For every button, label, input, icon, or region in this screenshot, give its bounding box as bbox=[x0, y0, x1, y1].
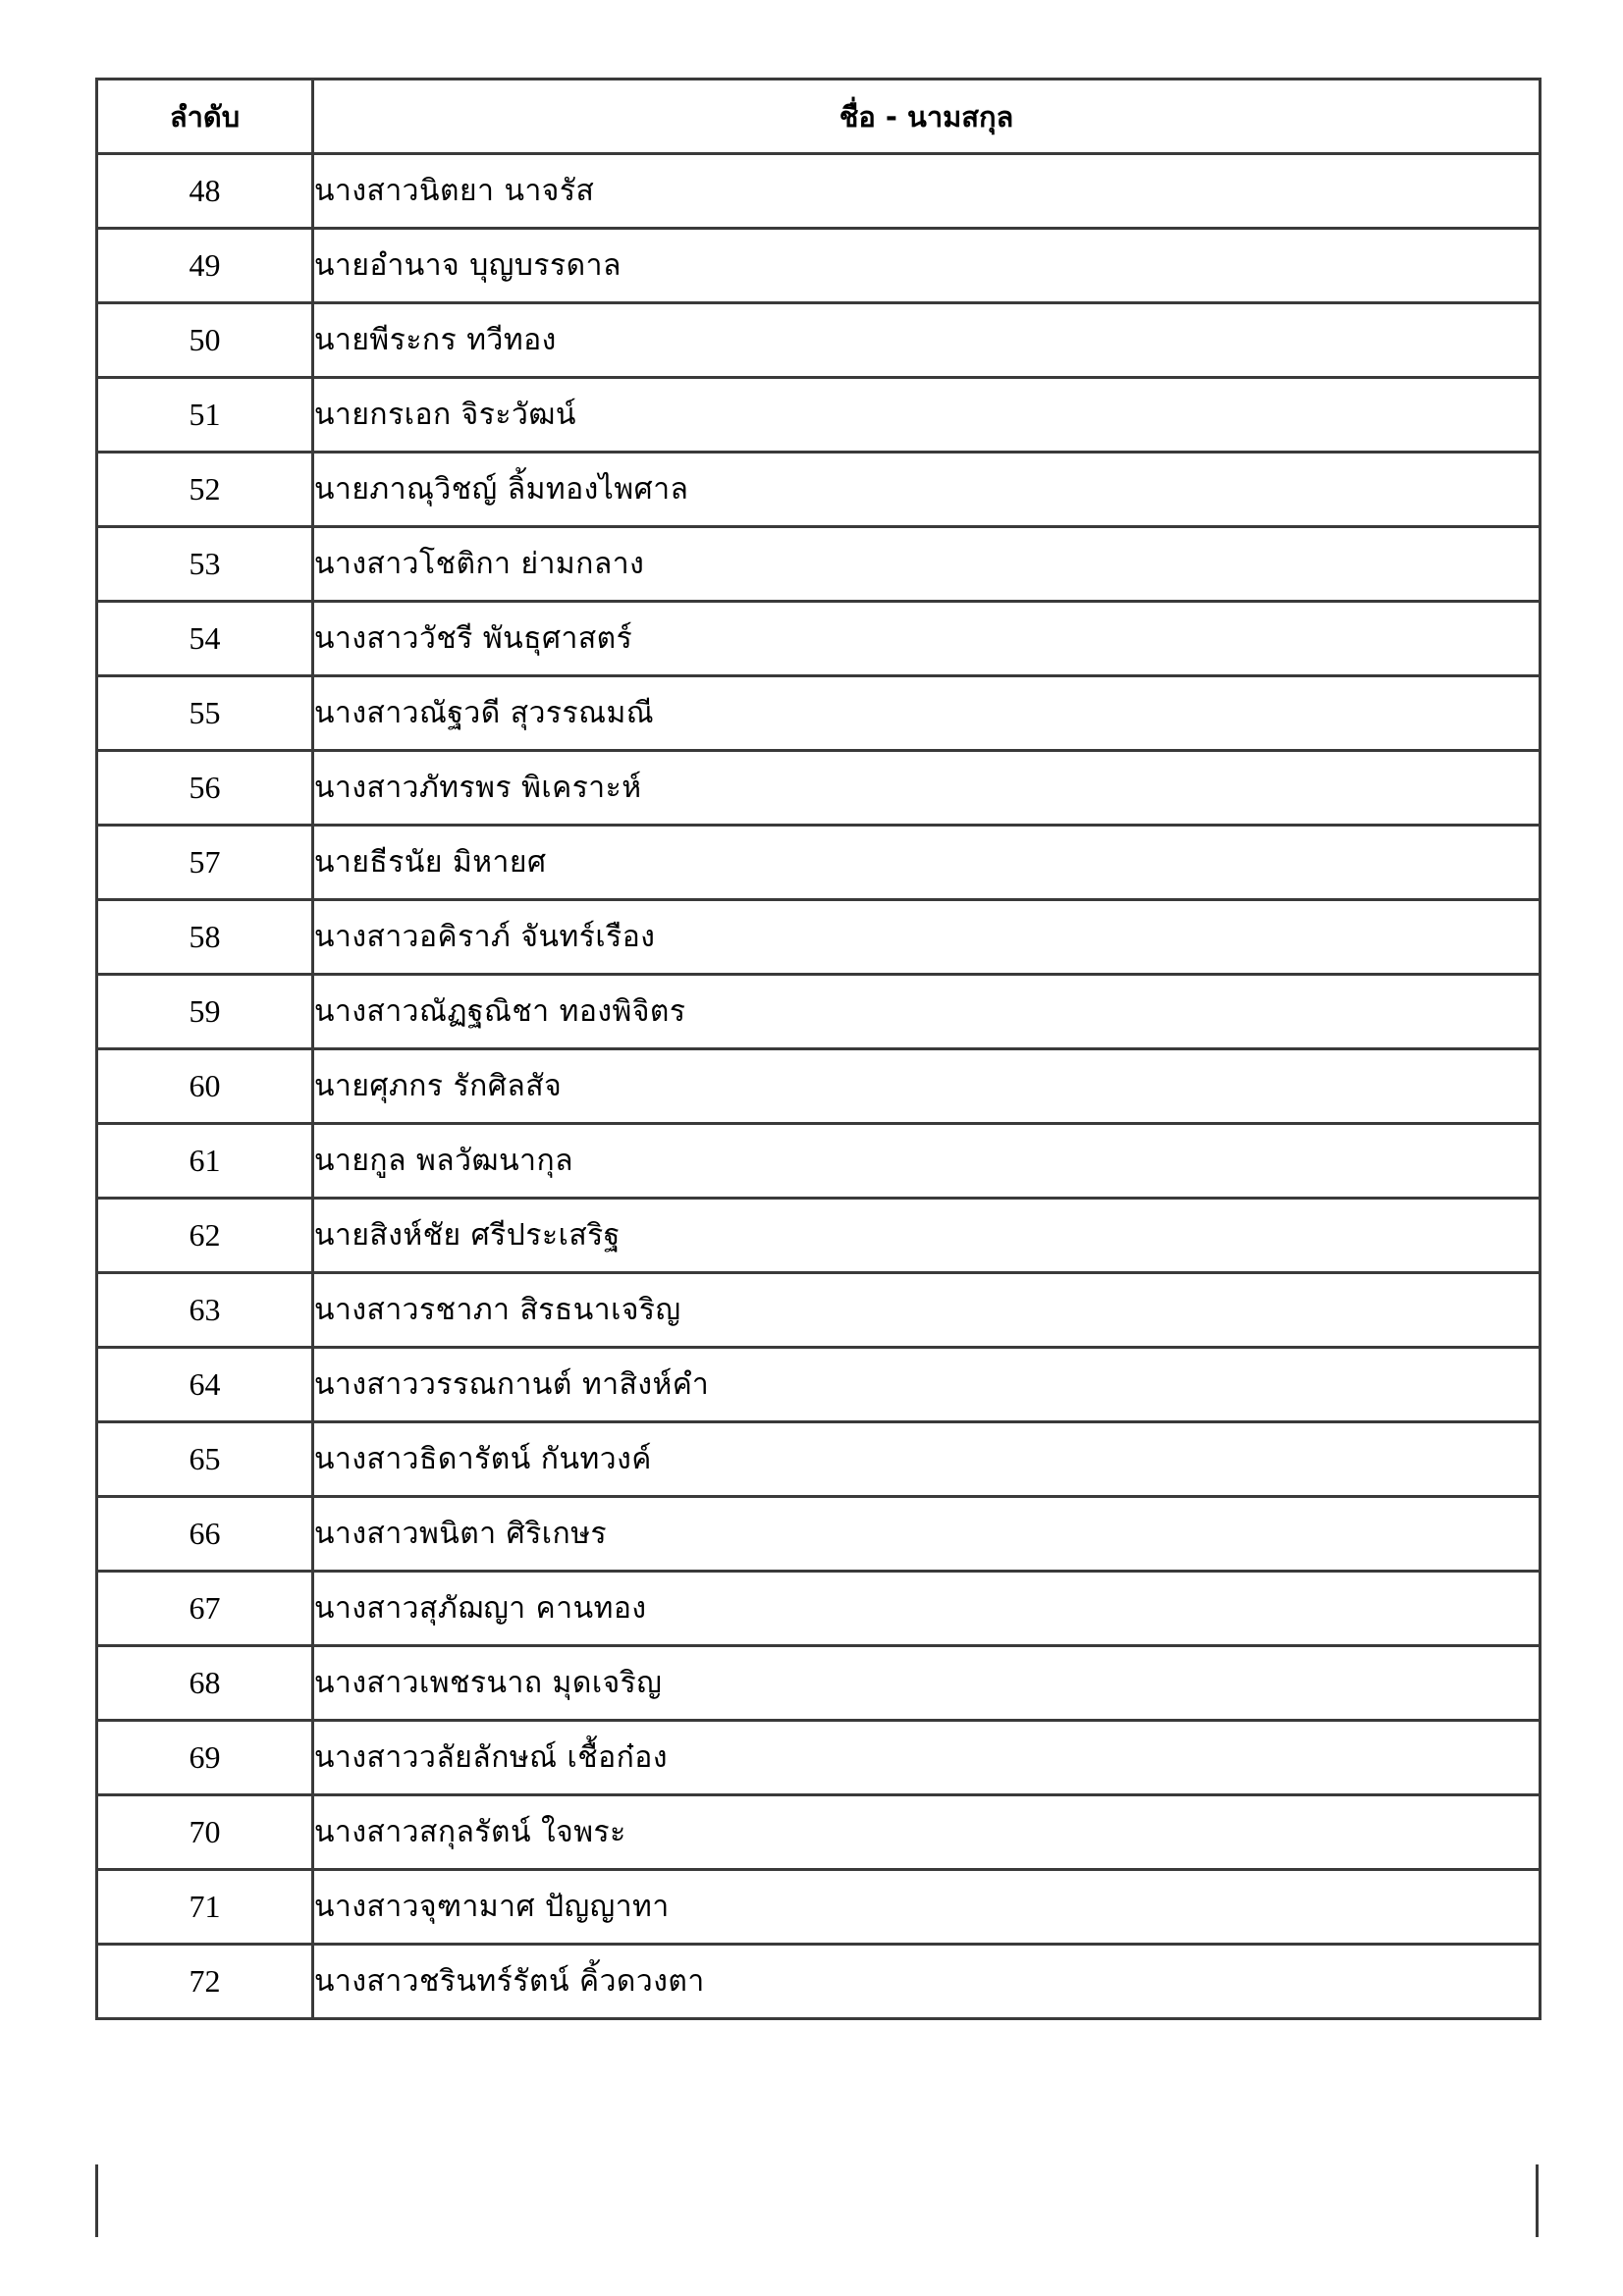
table-row bbox=[97, 303, 1541, 378]
table-row bbox=[97, 1348, 1541, 1422]
column-header-name: ชื่อ - นามสกุล bbox=[313, 80, 1541, 154]
row-full-name: นางสาววรรณกานต์ ทาสิงห์คำ bbox=[313, 1348, 1541, 1422]
row-number: 53 bbox=[97, 527, 313, 602]
row-full-name: นางสาวจุฑามาศ ปัญญาทา bbox=[313, 1870, 1541, 1945]
row-full-name: นางสาวสุภัฌญา คานทอง bbox=[313, 1572, 1541, 1646]
row-number: 61 bbox=[97, 1124, 313, 1199]
row-number: 58 bbox=[97, 900, 313, 975]
table-continuation-left-border bbox=[95, 2164, 98, 2237]
row-number: 65 bbox=[97, 1422, 313, 1497]
table-row bbox=[97, 527, 1541, 602]
row-number: 55 bbox=[97, 676, 313, 751]
row-number: 51 bbox=[97, 378, 313, 453]
table-row bbox=[97, 1945, 1541, 2019]
row-full-name: นายภาณุวิชญ์ ลิ้มทองไพศาล bbox=[313, 453, 1541, 527]
table-row bbox=[97, 229, 1541, 303]
row-number: 49 bbox=[97, 229, 313, 303]
row-full-name: นายสิงห์ชัย ศรีประเสริฐ bbox=[313, 1199, 1541, 1273]
row-number: 69 bbox=[97, 1721, 313, 1795]
row-number: 68 bbox=[97, 1646, 313, 1721]
table-row bbox=[97, 900, 1541, 975]
row-number: 60 bbox=[97, 1049, 313, 1124]
row-full-name: นายธีรนัย มิหายศ bbox=[313, 826, 1541, 900]
row-full-name: นางสาวณัฏฐณิชา ทองพิจิตร bbox=[313, 975, 1541, 1049]
row-number: 56 bbox=[97, 751, 313, 826]
table-continuation-right-border bbox=[1536, 2164, 1539, 2237]
row-full-name: นายศุภกร รักศิลสัจ bbox=[313, 1049, 1541, 1124]
table-header-row bbox=[97, 80, 1541, 154]
row-number: 62 bbox=[97, 1199, 313, 1273]
row-full-name: นางสาวรชาภา สิรธนาเจริญ bbox=[313, 1273, 1541, 1348]
table-row bbox=[97, 1199, 1541, 1273]
row-number: 52 bbox=[97, 453, 313, 527]
table-row bbox=[97, 1721, 1541, 1795]
table-row bbox=[97, 1795, 1541, 1870]
row-number: 48 bbox=[97, 154, 313, 229]
row-full-name: นางสาวณัฐวดี สุวรรณมณี bbox=[313, 676, 1541, 751]
row-number: 59 bbox=[97, 975, 313, 1049]
table-row bbox=[97, 1422, 1541, 1497]
table-row bbox=[97, 751, 1541, 826]
row-number: 63 bbox=[97, 1273, 313, 1348]
row-full-name: นายกูล พลวัฒนากุล bbox=[313, 1124, 1541, 1199]
row-number: 54 bbox=[97, 602, 313, 676]
row-full-name: นายกรเอก จิระวัฒน์ bbox=[313, 378, 1541, 453]
table-row bbox=[97, 1870, 1541, 1945]
column-header-number: ลำดับ bbox=[97, 80, 313, 154]
table-row bbox=[97, 1124, 1541, 1199]
row-full-name: นางสาวภัทรพร พิเคราะห์ bbox=[313, 751, 1541, 826]
name-roster-table bbox=[95, 78, 1542, 2020]
row-full-name: นายอำนาจ บุญบรรดาล bbox=[313, 229, 1541, 303]
row-full-name: นางสาวอคิราภ์ จันทร์เรือง bbox=[313, 900, 1541, 975]
row-number: 57 bbox=[97, 826, 313, 900]
row-number: 50 bbox=[97, 303, 313, 378]
row-number: 72 bbox=[97, 1945, 313, 2019]
table-row bbox=[97, 602, 1541, 676]
row-full-name: นางสาวเพชรนาถ มุดเจริญ bbox=[313, 1646, 1541, 1721]
table-row bbox=[97, 1049, 1541, 1124]
table-row bbox=[97, 154, 1541, 229]
table-row bbox=[97, 1646, 1541, 1721]
row-number: 71 bbox=[97, 1870, 313, 1945]
row-full-name: นางสาวนิตยา นาจรัส bbox=[313, 154, 1541, 229]
row-number: 64 bbox=[97, 1348, 313, 1422]
row-full-name: นางสาวชรินทร์รัตน์ คิ้วดวงตา bbox=[313, 1945, 1541, 2019]
row-full-name: นางสาวโชติกา ย่ามกลาง bbox=[313, 527, 1541, 602]
table-row bbox=[97, 826, 1541, 900]
row-full-name: นางสาววัชรี พันธุศาสตร์ bbox=[313, 602, 1541, 676]
row-full-name: นางสาวพนิตา ศิริเกษร bbox=[313, 1497, 1541, 1572]
table-row bbox=[97, 676, 1541, 751]
row-number: 70 bbox=[97, 1795, 313, 1870]
table-row bbox=[97, 453, 1541, 527]
table-row bbox=[97, 1572, 1541, 1646]
table-row bbox=[97, 378, 1541, 453]
row-number: 66 bbox=[97, 1497, 313, 1572]
row-full-name: นางสาวสกุลรัตน์ ใจพระ bbox=[313, 1795, 1541, 1870]
table-row bbox=[97, 1273, 1541, 1348]
row-number: 67 bbox=[97, 1572, 313, 1646]
table-row bbox=[97, 975, 1541, 1049]
row-full-name: นางสาวธิดารัตน์ กันทวงค์ bbox=[313, 1422, 1541, 1497]
table-body bbox=[97, 154, 1541, 2019]
row-full-name: นางสาววลัยลักษณ์ เชื้อก๋อง bbox=[313, 1721, 1541, 1795]
table-row bbox=[97, 1497, 1541, 1572]
row-full-name: นายพีระกร ทวีทอง bbox=[313, 303, 1541, 378]
